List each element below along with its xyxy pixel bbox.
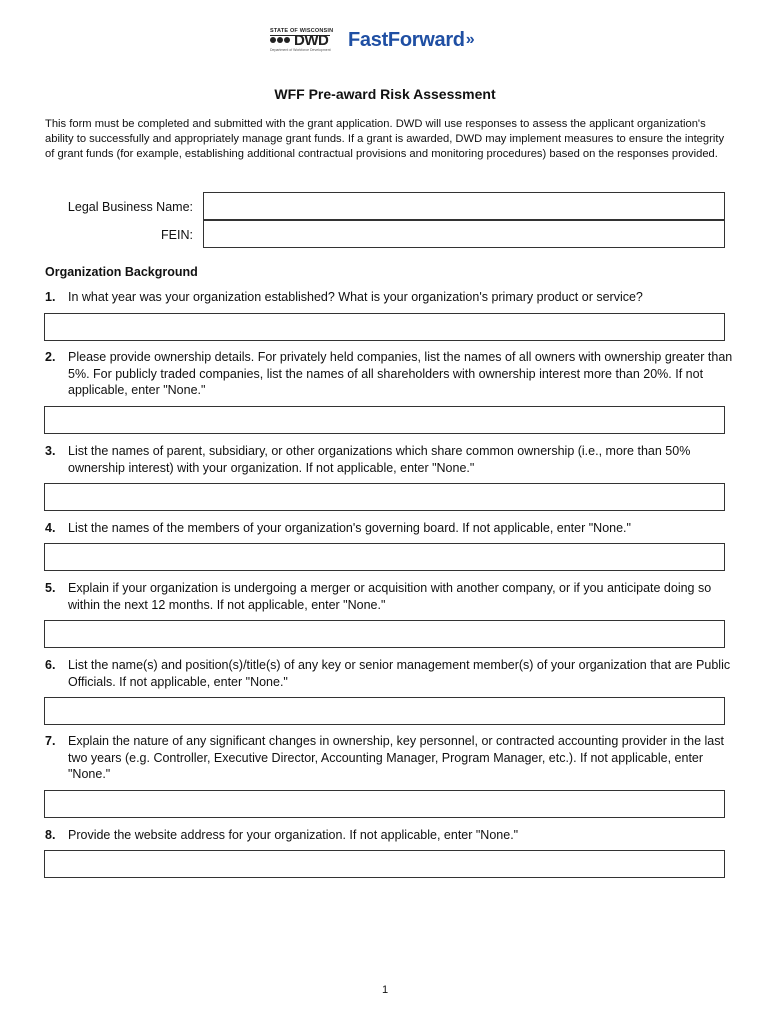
answer-field-8[interactable] <box>44 850 725 878</box>
fastforward-logo-text: FastForward <box>348 28 465 51</box>
dwd-subtitle: Department of Workforce Development <box>270 48 331 52</box>
question-number: 4. <box>45 521 56 535</box>
answer-field-5[interactable] <box>44 620 725 648</box>
page-number: 1 <box>381 984 389 996</box>
question-text: List the name(s) and position(s)/title(s) of any key or senior management member(s) of your organization that are Public Officials. If not applicable, enter "None." <box>68 658 731 689</box>
question-number: 3. <box>45 444 56 458</box>
section-title: Organization Background <box>45 265 198 279</box>
legal-business-name-row <box>45 193 200 221</box>
answer-field-4[interactable] <box>44 543 725 571</box>
question-number: 1. <box>45 290 56 304</box>
fastforward-logo <box>348 26 475 54</box>
question-text: List the names of parent, subsidiary, or other organizations which share common ownership (i.e., more than 50% ownership interest) with your organization. If not applicable, enter "None." <box>68 444 691 475</box>
dwd-state-text: STATE OF WISCONSIN <box>270 28 334 34</box>
legal-business-name-field[interactable] <box>203 192 725 220</box>
question-number: 7. <box>45 734 56 748</box>
fein-row <box>45 221 200 249</box>
question-number: 8. <box>45 828 56 842</box>
question-2 <box>45 349 735 399</box>
fein-field[interactable] <box>203 220 725 248</box>
legal-business-name-label: Legal Business Name: <box>67 200 193 214</box>
question-text: Please provide ownership details. For privately held companies, list the names of all owners with ownership greater than 5%. For publicly traded companies, list the names of all shareholders with ownership interest more than 20%. If not applicable, enter "None." <box>68 350 733 397</box>
question-number: 5. <box>45 581 56 595</box>
intro-paragraph: This form must be completed and submitted with the grant application. DWD will use responses to assess the applicant organization's ability to successfully and appropriately manage grant funds. If a grant is awarded, DWD may implement measures to ensure the integrity of grant funds (for example, establishing additional contractual provisions and monitoring procedures) based on the responses provided. <box>45 118 725 160</box>
question-7 <box>45 733 735 783</box>
question-text: Explain if your organization is undergoing a merger or acquisition with another company, or if you anticipate doing so within the next 12 months. If not applicable, enter "None." <box>68 581 712 612</box>
fastforward-arrows-icon: » <box>465 31 475 48</box>
dwd-logo <box>268 26 334 56</box>
answer-field-6[interactable] <box>44 697 725 725</box>
question-text: Provide the website address for your organization. If not applicable, enter "None." <box>68 828 519 842</box>
question-text: Explain the nature of any significant changes in ownership, key personnel, or contracted accounting provider in the last two years (e.g. Controller, Executive Director, Accounting Manager, Program Manager, etc.). If not applicable, enter "None." <box>68 734 724 781</box>
page-title: WFF Pre-award Risk Assessment <box>274 86 496 102</box>
dwd-seal-icon <box>270 37 290 43</box>
dwd-logo-text: DWD <box>294 32 329 49</box>
question-text: In what year was your organization established? What is your organization's primary product or service? <box>68 290 643 304</box>
answer-field-2[interactable] <box>44 406 725 434</box>
answer-field-3[interactable] <box>44 483 725 511</box>
answer-field-1[interactable] <box>44 313 725 341</box>
question-6 <box>45 657 735 690</box>
question-3 <box>45 443 735 476</box>
answer-field-7[interactable] <box>44 790 725 818</box>
question-8 <box>45 827 735 844</box>
question-1 <box>45 289 735 306</box>
fein-label: FEIN: <box>161 228 193 242</box>
question-number: 2. <box>45 350 56 364</box>
question-text: List the names of the members of your organization's governing board. If not applicable, enter "None." <box>68 521 631 535</box>
question-number: 6. <box>45 658 56 672</box>
question-5 <box>45 580 735 613</box>
question-4 <box>45 520 735 537</box>
